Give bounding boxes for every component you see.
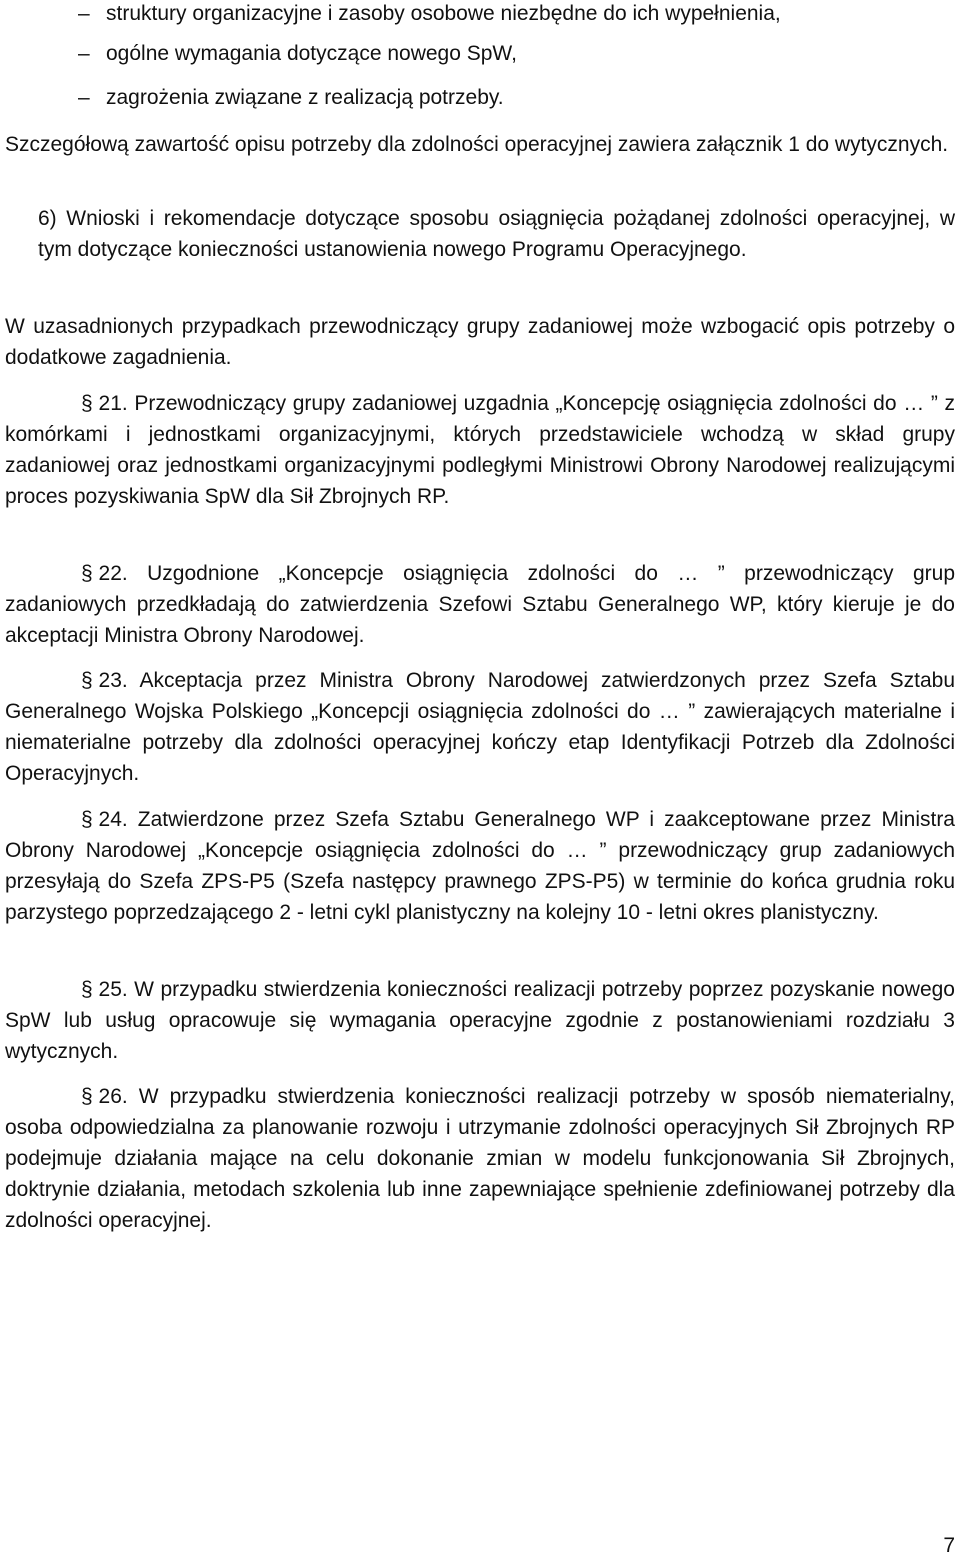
list-item: [78, 82, 938, 113]
section-number: § 21.: [81, 392, 128, 415]
section-23: [5, 665, 955, 789]
list-item: [78, 0, 938, 29]
section-24: [5, 804, 955, 928]
list-item-text: zagrożenia związane z realizacją potrzeby.: [106, 86, 504, 109]
page-number: 7: [943, 1534, 955, 1557]
section-text: W przypadku stwierdzenia konieczności realizacji potrzeby poprzez pozyskanie nowego SpW lub usług opracowuje się wymagania operacyjne zgodnie z postanowieniami rozdziału 3 wytycznych.: [5, 978, 955, 1063]
section-number: § 22.: [81, 562, 128, 585]
point-6-paragraph: 6) Wnioski i rekomendacje dotyczące sposobu osiągnięcia pożądanej zdolności operacyjnej, w tym dotyczące konieczności ustanowienia nowego Programu Operacyjnego.: [38, 207, 955, 261]
section-number: § 25.: [81, 978, 128, 1001]
section-25: [5, 974, 955, 1067]
section-22: [5, 558, 955, 651]
extra-topics-paragraph: W uzasadnionych przypadkach przewodniczący grupy zadaniowej może wzbogacić opis potrzeby o dodatkowe zagadnienia.: [5, 315, 955, 369]
section-text: Przewodniczący grupy zadaniowej uzgadnia „Koncepcję osiągnięcia zdolności do … ” z komórkami i jednostkami organizacyjnymi, których przedstawiciele wchodzą w skład grupy zadaniowej oraz jednostkami organizacyjnymi podległymi Ministrowi Obrony Narodowej realizującymi proces pozyskiwania SpW dla Sił Zbrojnych RP.: [5, 392, 955, 508]
dash-marker: –: [78, 86, 90, 109]
annex-paragraph: Szczegółową zawartość opisu potrzeby dla zdolności operacyjnej zawiera załącznik 1 do wytycznych.: [5, 133, 949, 156]
list-item-text: ogólne wymagania dotyczące nowego SpW,: [106, 42, 517, 65]
section-number: § 23.: [81, 669, 128, 692]
section-number: § 24.: [81, 808, 128, 831]
section-26: [5, 1081, 955, 1236]
section-21: [5, 388, 955, 512]
list-item-text: struktury organizacyjne i zasoby osobowe niezbędne do ich wypełnienia,: [106, 2, 781, 25]
dash-marker: –: [78, 2, 90, 25]
section-text: Uzgodnione „Koncepcje osiągnięcia zdolności do … ” przewodniczący grup zadaniowych przedkładają do zatwierdzenia Szefowi Sztabu Generalnego WP, który kieruje je do akceptacji Ministra Obrony Narodowej.: [5, 562, 955, 647]
list-item: [78, 38, 938, 69]
section-number: § 26.: [81, 1085, 128, 1108]
section-text: Akceptacja przez Ministra Obrony Narodowej zatwierdzonych przez Szefa Sztabu Generalnego Wojska Polskiego „Koncepcji osiągnięcia zdolności do … ” zawierających materialne i niematerialne potrzeby dla zdolności operacyjnej kończy etap Identyfikacji Potrzeb dla Zdolności Operacyjnych.: [5, 669, 955, 785]
section-text: Zatwierdzone przez Szefa Sztabu Generalnego WP i zaakceptowane przez Ministra Obrony Narodowej „Koncepcje osiągnięcia zdolności do … ” przewodniczący grup zadaniowych przesyłają do Szefa ZPS-P5 (Szefa następcy prawnego ZPS-P5) w terminie do końca grudnia roku parzystego poprzedzającego 2 - letni cykl planistyczny na kolejny 10 - letni okres planistyczny.: [5, 808, 955, 924]
dash-marker: –: [78, 42, 90, 65]
section-text: W przypadku stwierdzenia konieczności realizacji potrzeby w sposób niematerialny, osoba odpowiedzialna za planowanie rozwoju i utrzymanie zdolności operacyjnych Sił Zbrojnych RP podejmuje działania mające na celu dokonanie zmian w modelu funkcjonowania Sił Zbrojnych, doktrynie działania, metodach szkolenia lub inne zapewniające spełnienie zdefiniowanej potrzeby dla zdolności operacyjnej.: [5, 1085, 955, 1232]
